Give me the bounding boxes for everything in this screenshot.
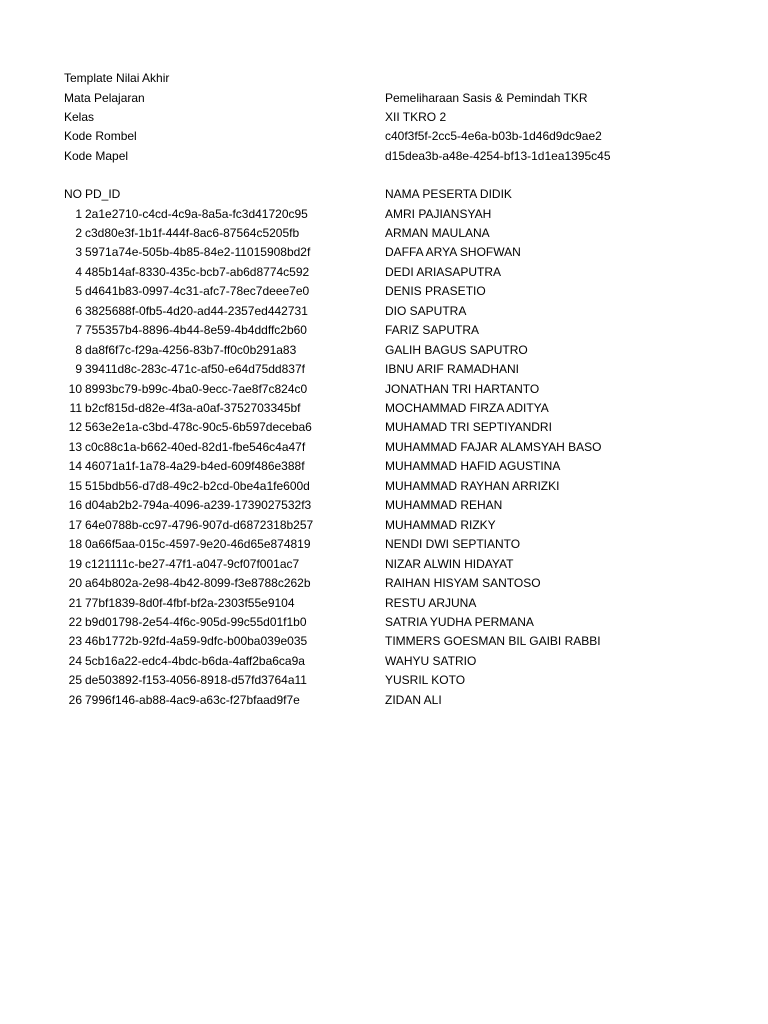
table-row-no: 5 bbox=[75, 284, 82, 299]
table-row-pdid: 3825688f-0fb5-4d20-ad44-2357ed442731 bbox=[85, 303, 308, 318]
table-row-pdid: 2a1e2710-c4cd-4c9a-8a5a-fc3d41720c95 bbox=[85, 206, 308, 221]
table-row-name: DIO SAPUTRA bbox=[385, 303, 467, 318]
table-row-name: MUHAMMAD RAYHAN ARRIZKI bbox=[385, 478, 560, 493]
table-row-no: 8 bbox=[75, 342, 82, 357]
table-row-name: DAFFA ARYA SHOFWAN bbox=[385, 245, 521, 260]
table-row-pdid: 0a66f5aa-015c-4597-9e20-46d65e874819 bbox=[85, 537, 311, 552]
table-row-no: 17 bbox=[68, 517, 82, 532]
table-row-pdid: b2cf815d-d82e-4f3a-a0af-3752703345bf bbox=[85, 401, 301, 415]
table-row-name: NENDI DWI SEPTIANTO bbox=[385, 537, 521, 552]
table-row-no: 23 bbox=[68, 634, 82, 649]
document-title: Template Nilai Akhir bbox=[64, 71, 170, 85]
table-row-no: 3 bbox=[75, 245, 82, 260]
field-value-kelas: XII TKRO 2 bbox=[385, 110, 447, 124]
table-row-name: MUHAMMAD RIZKY bbox=[385, 517, 496, 532]
table-row-pdid: 485b14af-8330-435c-bcb7-ab6d8774c592 bbox=[85, 264, 310, 279]
table-row-no: 4 bbox=[75, 264, 82, 279]
table-row-no: 9 bbox=[75, 362, 82, 377]
table-row-no: 25 bbox=[68, 673, 82, 688]
table-row-name: RAIHAN HISYAM SANTOSO bbox=[385, 576, 541, 590]
table-row-name: FARIZ SAPUTRA bbox=[385, 323, 480, 338]
table-row-pdid: 5971a74e-505b-4b85-84e2-11015908bd2f bbox=[85, 245, 311, 260]
table-row-no: 18 bbox=[68, 537, 82, 552]
field-label-kode-mapel: Kode Mapel bbox=[64, 149, 129, 163]
table-row-name: NIZAR ALWIN HIDAYAT bbox=[385, 556, 514, 571]
table-row-name: MUHAMMAD HAFID AGUSTINA bbox=[385, 459, 561, 474]
table-row-name: MUHAMMAD FAJAR ALAMSYAH BASO bbox=[385, 439, 602, 454]
table-row-name: YUSRIL KOTO bbox=[385, 673, 466, 688]
table-row-pdid: b9d01798-2e54-4f6c-905d-99c55d01f1b0 bbox=[85, 615, 307, 629]
table-row-name: GALIH BAGUS SAPUTRO bbox=[385, 342, 528, 357]
table-row-no: 15 bbox=[68, 478, 82, 493]
field-label-kelas: Kelas bbox=[64, 110, 95, 124]
table-row-pdid: c0c88c1a-b662-40ed-82d1-fbe546c4a47f bbox=[85, 439, 306, 454]
field-value-kode-mapel: d15dea3b-a48e-4254-bf13-1d1ea1395c45 bbox=[385, 149, 611, 163]
table-row-pdid: c3d80e3f-1b1f-444f-8ac6-87564c5205fb bbox=[85, 225, 300, 240]
table-row-no: 6 bbox=[75, 303, 82, 318]
table-row-pdid: 46071a1f-1a78-4a29-b4ed-609f486e388f bbox=[85, 459, 305, 474]
table-row-no: 14 bbox=[68, 459, 82, 474]
table-row-no: 2 bbox=[75, 225, 82, 240]
field-label-mata-pelajaran: Mata Pelajaran bbox=[64, 91, 145, 105]
field-label-kode-rombel: Kode Rombel bbox=[64, 129, 137, 143]
table-header-no: NO bbox=[64, 187, 82, 201]
table-row-pdid: 755357b4-8896-4b44-8e59-4b4ddffc2b60 bbox=[85, 323, 307, 338]
table-row-name: TIMMERS GOESMAN BIL GAIBI RABBI bbox=[385, 634, 601, 649]
table-row-name: DEDI ARIASAPUTRA bbox=[385, 264, 502, 279]
table-row-pdid: 515bdb56-d7d8-49c2-b2cd-0be4a1fe600d bbox=[85, 478, 310, 493]
table-row-no: 24 bbox=[68, 653, 82, 668]
table-row-no: 16 bbox=[68, 498, 82, 513]
table-row-no: 20 bbox=[68, 576, 82, 590]
table-header-pdid: PD_ID bbox=[85, 187, 121, 201]
table-row-pdid: d4641b83-0997-4c31-afc7-78ec7deee7e0 bbox=[85, 284, 310, 299]
table-row-name: JONATHAN TRI HARTANTO bbox=[385, 381, 540, 396]
table-row-name: ZIDAN ALI bbox=[385, 692, 442, 707]
table-row-pdid: 5cb16a22-edc4-4bdc-b6da-4aff2ba6ca9a bbox=[85, 653, 305, 668]
table-row-pdid: 7996f146-ab88-4ac9-a63c-f27bfaad9f7e bbox=[85, 692, 300, 707]
table-row-no: 19 bbox=[68, 556, 82, 571]
table-row-no: 10 bbox=[68, 381, 82, 396]
table-row-name: MUHAMMAD REHAN bbox=[385, 498, 503, 513]
table-row-name: AMRI PAJIANSYAH bbox=[385, 206, 492, 221]
table-row-no: 11 bbox=[69, 401, 82, 415]
table-row-pdid: 64e0788b-cc97-4796-907d-d6872318b257 bbox=[85, 517, 314, 532]
table-row-pdid: de503892-f153-4056-8918-d57fd3764a11 bbox=[85, 673, 307, 688]
table-row-name: IBNU ARIF RAMADHANI bbox=[385, 362, 520, 377]
table-row-name: SATRIA YUDHA PERMANA bbox=[385, 615, 534, 629]
table-header-name: NAMA PESERTA DIDIK bbox=[385, 187, 512, 201]
table-row-name: RESTU ARJUNA bbox=[385, 595, 477, 610]
table-row-no: 12 bbox=[68, 420, 82, 435]
table-row-no: 7 bbox=[75, 323, 82, 338]
table-row-no: 1 bbox=[75, 206, 82, 221]
table-row-pdid: da8f6f7c-f29a-4256-83b7-ff0c0b291a83 bbox=[85, 342, 297, 357]
table-row-no: 26 bbox=[68, 692, 82, 707]
table-row-name: WAHYU SATRIO bbox=[385, 653, 477, 668]
field-value-kode-rombel: c40f3f5f-2cc5-4e6a-b03b-1d46d9dc9ae2 bbox=[385, 129, 602, 143]
table-row-pdid: 563e2e1a-c3bd-478c-90c5-6b597deceba6 bbox=[85, 420, 312, 435]
table-row-no: 21 bbox=[68, 595, 82, 610]
table-row-name: MOCHAMMAD FIRZA ADITYA bbox=[385, 401, 549, 415]
table-row-no: 13 bbox=[68, 439, 82, 454]
table-row-name: MUHAMAD TRI SEPTIYANDRI bbox=[385, 420, 552, 435]
table-row-pdid: d04ab2b2-794a-4096-a239-1739027532f3 bbox=[85, 498, 312, 513]
table-row-pdid: 39411d8c-283c-471c-af50-e64d75dd837f bbox=[85, 362, 305, 377]
table-row-pdid: a64b802a-2e98-4b42-8099-f3e8788c262b bbox=[85, 576, 311, 590]
table-row-pdid: c121111c-be27-47f1-a047-9cf07f001ac7 bbox=[85, 556, 300, 571]
table-row-name: ARMAN MAULANA bbox=[385, 225, 490, 240]
table-row-pdid: 8993bc79-b99c-4ba0-9ecc-7ae8f7c824c0 bbox=[85, 381, 308, 396]
table-row-name: DENIS PRASETIO bbox=[385, 284, 486, 299]
table-row-pdid: 46b1772b-92fd-4a59-9dfc-b00ba039e035 bbox=[85, 634, 308, 649]
field-value-mata-pelajaran: Pemeliharaan Sasis & Pemindah TKR bbox=[385, 91, 588, 105]
table-row-no: 22 bbox=[68, 615, 82, 629]
table-row-pdid: 77bf1839-8d0f-4fbf-bf2a-2303f55e9104 bbox=[85, 595, 295, 610]
